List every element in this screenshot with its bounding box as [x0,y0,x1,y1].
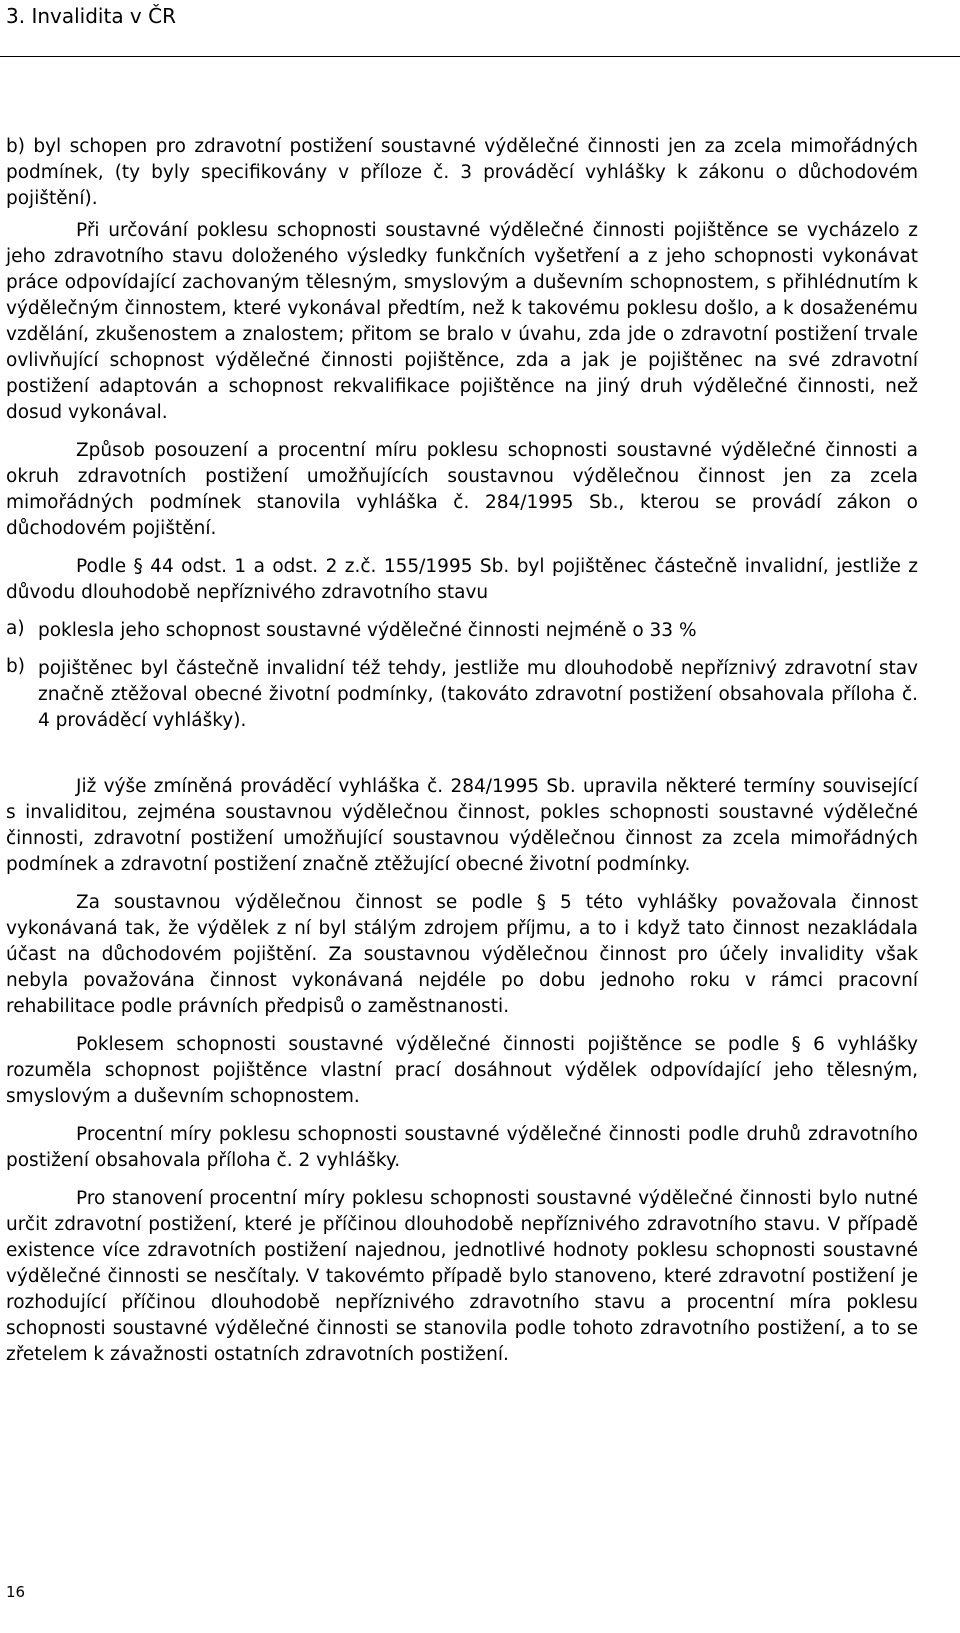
paragraph-assessment-method: Způsob posouzení a procentní míru poklesu schopnosti soustavné výdělečné činnosti a okruh zdravotních postižení umožňujících soustavnou výdělečnou činnost jen za zcela mimořádných podmínek stanovila vyhláška č. 284/1995 Sb., kterou se provádí zákon o důchodovém pojištění. [6,440,918,539]
paragraph-annex-2: Procentní míry poklesu schopnosti soustavné výdělečné činnosti podle druhů zdravotního postižení obsahovala příloha č. 2 vyhlášky. [6,1124,918,1171]
header-divider [0,56,960,57]
list-marker-b: b) [6,656,25,677]
page-number: 16 [6,1583,26,1601]
paragraph-section-5: Za soustavnou výdělečnou činnost se podle § 5 této vyhlášky považovala činnost vykonávaná tak, že výdělek z ní byl stálým zdrojem příjmu, a to i když tato činnost nezakládala účast na důchodovém pojištění. Za soustavnou výdělečnou činnost pro účely invalidity však nebyla považována činnost vykonávaná nejdéle po dobu jednoho roku v rámci pracovní rehabilitace podle právních předpisů o zaměstnanosti. [6,892,918,1017]
paragraph-decree-terms: Již výše zmíněná prováděcí vyhláška č. 284/1995 Sb. upravila některé termíny související s invaliditou, zejména soustavnou výdělečnou činnost, pokles schopnosti soustavné výdělečné činnosti, zdravotní postižení umožňující soustavnou výdělečnou činnost za zcela mimořádných podmínek a zdravotní postižení značně ztěžující obecné životní podmínky. [6,776,918,875]
page-header-title: 3. Invalidita v ČR [6,4,176,28]
list-item-a-text: poklesla jeho schopnost soustavné výdělečné činnosti nejméně o 33 % [38,620,697,641]
paragraph-determination: Při určování poklesu schopnosti soustavné výdělečné činnosti pojištěnce se vycházelo z jeho zdravotního stavu doloženého výsledky funkčních vyšetření a z jeho schopnosti vykonávat práce odpovídající zachovaným tělesným, smyslovým a duševním schopnostem, s přihlédnutím k výdělečným činnostem, které vykonával předtím, než k takovému poklesu došlo, a k dosaženému vzdělání, zkušenostem a znalostem; přitom se bralo v úvahu, zda jde o zdravotní postižení trvale ovlivňující schopnost výdělečné činnosti pojištěnce, zda a jak je pojištěnec na své zdravotní postižení adaptován a schopnost rekvalifikace pojištěnce na jiný druh výdělečné činnosti, než dosud vykonával. [6,220,918,423]
paragraph-determining-rate: Pro stanovení procentní míry poklesu schopnosti soustavné výdělečné činnosti bylo nutné určit zdravotní postižení, které je příčinou dlouhodobě nepříznivého zdravotního stavu. V případě existence více zdravotních postižení najednou, jednotlivé hodnoty poklesu schopnosti soustavné výdělečné činnosti se nesčítaly. V takovémto případě bylo stanoveno, které zdravotní postižení je rozhodující příčinou dlouhodobě nepříznivého zdravotního stavu a procentní míra poklesu schopnosti soustavné výdělečné činnosti se stanovila podle tohoto zdravotního postižení, a to se zřetelem k závažnosti ostatních zdravotních postižení. [6,1188,918,1365]
list-marker-a: a) [6,618,25,639]
paragraph-section-44: Podle § 44 odst. 1 a odst. 2 z.č. 155/1995 Sb. byl pojištěnec částečně invalidní, jestliže z důvodu dlouhodobě nepříznivého zdravotního stavu [6,556,918,603]
list-item-a [6,618,918,644]
document-body [6,134,918,1368]
list-item-b-text: pojištěnec byl částečně invalidní též tehdy, jestliže mu dlouhodobě nepříznivý zdravotní stav značně ztěžoval obecné životní podmínky, (takováto zdravotní postižení obsahovala příloha č. 4 prováděcí vyhlášky). [38,658,918,731]
list-item-b [6,656,918,734]
paragraph-b-continuation: b) byl schopen pro zdravotní postižení soustavné výdělečné činnosti jen za zcela mimořádných podmínek, (ty byly specifikovány v příloze č. 3 prováděcí vyhlášky k zákonu o důchodovém pojištění). [6,136,918,209]
paragraph-section-6: Poklesem schopnosti soustavné výdělečné činnosti pojištěnce se podle § 6 vyhlášky rozuměla schopnost pojištěnce vlastní prací dosáhnout výdělek odpovídající jeho tělesným, smyslovým a duševním schopnostem. [6,1034,918,1107]
